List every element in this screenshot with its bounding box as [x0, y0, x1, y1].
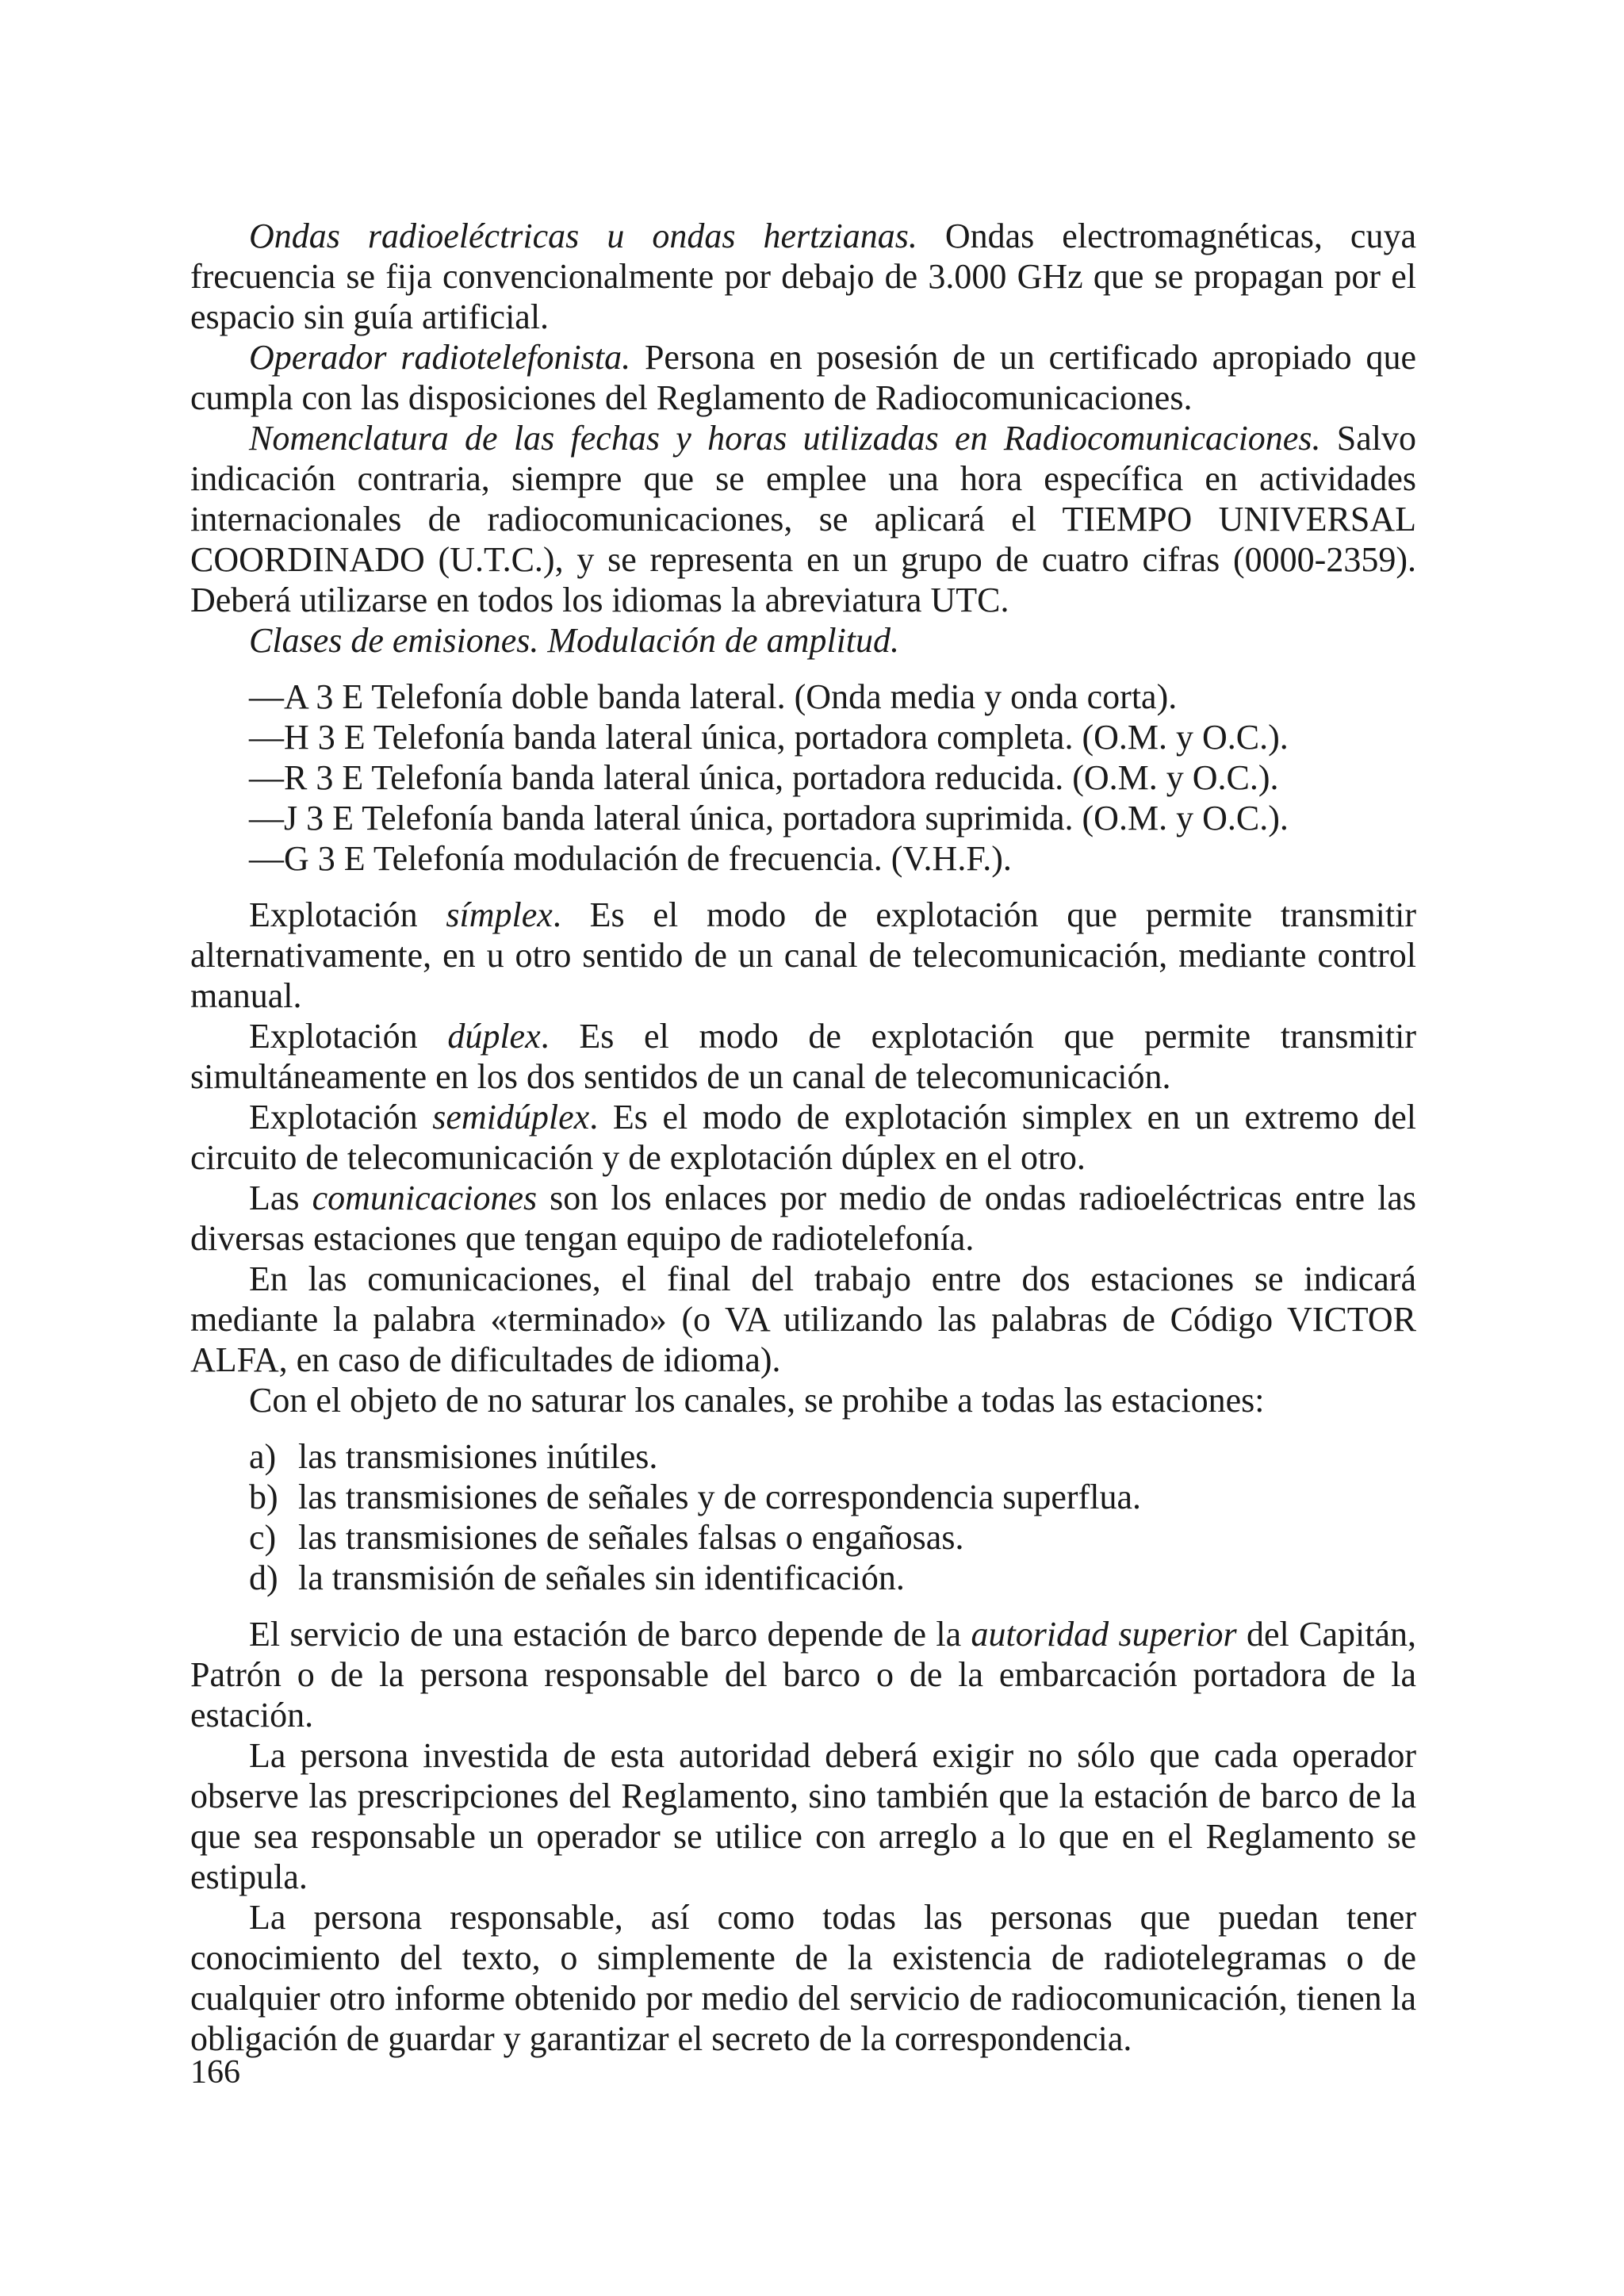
paragraph-autoridad-superior: [190, 1614, 1416, 1735]
term: Clases de emisiones. Modulación de amplitud.: [249, 621, 900, 660]
term: Operador radiotelefonista.: [249, 338, 631, 377]
list-marker: d): [249, 1558, 278, 1597]
list-item: —G 3 E Telefonía modulación de frecuencia. (V.H.F.).: [249, 839, 1012, 878]
page-number: 166: [190, 2054, 240, 2091]
definition-duplex: [190, 1016, 1416, 1097]
term: autoridad superior: [971, 1615, 1237, 1654]
lead-text: Explotación: [249, 895, 446, 934]
definition-semiduplex: [190, 1097, 1416, 1178]
term: símplex: [446, 895, 553, 934]
definition-operador: [190, 337, 1416, 418]
lead-text: Explotación: [249, 1098, 433, 1137]
definition-text: . Es el modo de explotación que permite transmitir simultáneamente en los dos sentidos de un canal de telecomunicación.: [190, 1017, 1416, 1096]
lead-text: Explotación: [249, 1017, 448, 1056]
list-item: [190, 1517, 1416, 1558]
definition-text: son los enlaces por medio de ondas radioeléctricas entre las diversas estaciones que tengan equipo de radiotelefonía.: [190, 1179, 1417, 1258]
list-item: —R 3 E Telefonía banda lateral única, portadora reducida. (O.M. y O.C.).: [249, 758, 1279, 797]
definition-simplex: [190, 895, 1416, 1016]
list-item: —H 3 E Telefonía banda lateral única, portadora completa. (O.M. y O.C.).: [249, 718, 1289, 757]
list-item: [190, 1436, 1416, 1477]
section-heading-clases-emisiones: [190, 620, 1416, 661]
definition-text: . Es el modo de explotación simplex en un extremo del circuito de telecomunicación y de explotación dúplex en el otro.: [190, 1098, 1417, 1177]
prohibitions-list: [190, 1436, 1416, 1598]
list-item: [190, 1477, 1416, 1517]
emission-class-list: [190, 677, 1416, 879]
list-item-text: las transmisiones de señales y de correspondencia superflua.: [298, 1478, 1141, 1516]
list-marker: c): [249, 1518, 277, 1557]
lead-text: El servicio de una estación de barco depende de la: [249, 1615, 971, 1654]
list-item-text: la transmisión de señales sin identificación.: [298, 1558, 905, 1597]
list-item: —J 3 E Telefonía banda lateral única, portadora suprimida. (O.M. y O.C.).: [249, 799, 1289, 838]
definition-nomenclatura: [190, 418, 1416, 620]
term: semidúplex: [432, 1098, 590, 1137]
definition-text: del Capitán, Patrón o de la persona responsable del barco o de la embarcación portadora de la estación.: [190, 1615, 1416, 1734]
list-marker: b): [249, 1478, 278, 1516]
definition-text: Ondas electromagnéticas, cuya frecuencia se fija convencionalmente por debajo de 3.000 GHz que se propagan por el espacio sin guía artificial.: [190, 217, 1416, 336]
definition-text: . Es el modo de explotación que permite transmitir alternativamente, en u otro sentido de un canal de telecomunicación, mediante control manual.: [190, 895, 1417, 1015]
lead-text: Las: [249, 1179, 312, 1217]
definition-text: Salvo indicación contraria, siempre que se emplee una hora específica en actividades internacionales de radiocomunicaciones, se aplicará el TIEMPO UNIVERSAL COORDINADO (U.T.C.), y se representa en un grupo de cuatro cifras (0000-2359). Deberá utilizarse en todos los idiomas la abreviatura UTC.: [190, 419, 1416, 619]
definition-comunicaciones: [190, 1178, 1416, 1259]
page-body: [190, 216, 1416, 2059]
list-item: [190, 1558, 1416, 1598]
list-item: —A 3 E Telefonía doble banda lateral. (Onda media y onda corta).: [249, 677, 1178, 716]
paragraph-prohibiciones-intro: Con el objeto de no saturar los canales, se prohibe a todas las estaciones:: [249, 1381, 1265, 1420]
definition-ondas-radioelectricas: [190, 216, 1416, 337]
term: Ondas radioeléctricas u ondas hertzianas.: [249, 217, 917, 255]
list-item-text: las transmisiones de señales falsas o engañosas.: [298, 1518, 964, 1557]
paragraph-final-trabajo: En las comunicaciones, el final del trabajo entre dos estaciones se indicará mediante la palabra «terminado» (o VA utilizando las palabras de Código VICTOR ALFA, en caso de dificultades de idioma).: [190, 1259, 1416, 1379]
paragraph-persona-investida: La persona investida de esta autoridad deberá exigir no sólo que cada operador observe las prescripciones del Reglamento, sino también que la estación de barco de la que sea responsable un operador se utilice con arreglo a lo que en el Reglamento se estipula.: [190, 1736, 1416, 1896]
term: dúplex: [447, 1017, 541, 1056]
definition-text: Persona en posesión de un certificado apropiado que cumpla con las disposiciones del Reglamento de Radiocomunicaciones.: [190, 338, 1416, 417]
paragraph-secreto-correspondencia: La persona responsable, así como todas las personas que puedan tener conocimiento del texto, o simplemente de la existencia de radiotelegramas o de cualquier otro informe obtenido por medio del servicio de radiocomunicación, tienen la obligación de guardar y garantizar el secreto de la correspondencia.: [190, 1898, 1416, 2058]
term: comunicaciones: [312, 1179, 538, 1217]
term: Nomenclatura de las fechas y horas utilizadas en Radiocomunicaciones.: [249, 419, 1321, 458]
list-marker: a): [249, 1437, 277, 1476]
list-item-text: las transmisiones inútiles.: [298, 1437, 658, 1476]
